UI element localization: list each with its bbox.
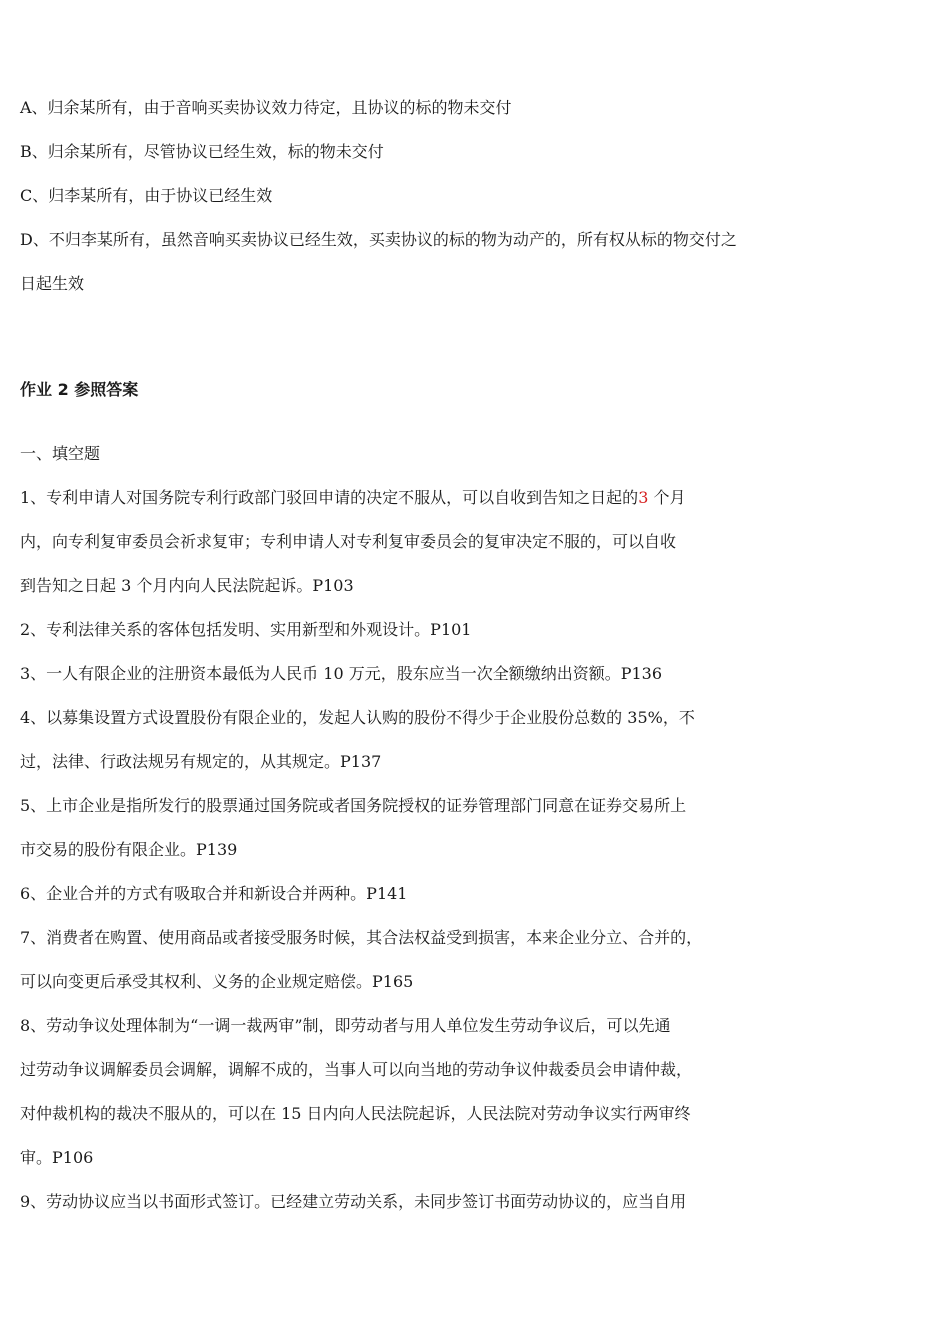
answer-1-line-1 — [20, 488, 685, 508]
option-a: A、归余某所有，由于音响买卖协议效力待定，且协议的标的物未交付 — [20, 98, 512, 117]
option-c: C、归李某所有，由于协议已经生效 — [20, 186, 273, 205]
answer-2: 2、专利法律关系的客体包括发明、实用新型和外观设计。P101 — [20, 620, 472, 639]
answer-4-line-2: 过，法律、行政法规另有规定的，从其规定。P137 — [20, 752, 382, 771]
option-b: B、归余某所有，尽管协议已经生效，标的物未交付 — [20, 142, 384, 161]
answer-8-line-2: 过劳动争议调解委员会调解，调解不成的，当事人可以向当地的劳动争议仲裁委员会申请仲裁， — [20, 1060, 693, 1079]
answer-9-line-1: 9、劳动协议应当以书面形式签订。已经建立劳动关系，未同步签订书面劳动协议的，应当自用 — [20, 1192, 687, 1211]
answer-1-text: 1、专利申请人对国务院专利行政部门驳回申请的决定不服从，可以自收到告知之日起的 — [20, 488, 639, 507]
answer-1-unit: 个月 — [648, 488, 686, 507]
answer-5-line-1: 5、上市企业是指所发行的股票通过国务院或者国务院授权的证券管理部门同意在证券交易所上 — [20, 796, 687, 815]
option-d-line-2: 日起生效 — [20, 274, 85, 293]
answer-6: 6、企业合并的方式有吸取合并和新设合并两种。P141 — [20, 884, 408, 903]
answer-3: 3、一人有限企业的注册资本最低为人民币 10 万元，股东应当一次全额缴纳出资额。P136 — [20, 664, 663, 683]
answer-8-line-1: 8、劳动争议处理体制为“一调一裁两审”制，即劳动者与用人单位发生劳动争议后，可以先通 — [20, 1016, 671, 1035]
answer-1-highlight: 3 — [638, 488, 649, 507]
answer-5-line-2: 市交易的股份有限企业。P139 — [20, 840, 238, 859]
answer-7-line-1: 7、消费者在购置、使用商品或者接受服务时候，其合法权益受到损害，本来企业分立、合并的， — [20, 928, 703, 947]
answer-7-line-2: 可以向变更后承受其权利、义务的企业规定赔偿。P165 — [20, 972, 414, 991]
answer-8-line-3: 对仲裁机构的裁决不服从的，可以在 15 日内向人民法院起诉，人民法院对劳动争议实行两审终 — [20, 1104, 691, 1123]
answer-4-line-1: 4、以募集设置方式设置股份有限企业的，发起人认购的股份不得少于企业股份总数的 35%，不 — [20, 708, 695, 727]
option-d-line-1: D、不归李某所有，虽然音响买卖协议已经生效，买卖协议的标的物为动产的，所有权从标的物交付之 — [20, 230, 737, 249]
answer-1-line-2: 内，向专利复审委员会祈求复审；专利申请人对专利复审委员会的复审决定不服的，可以自收 — [20, 532, 677, 551]
answer-1-line-3: 到告知之日起 3 个月内向人民法院起诉。P103 — [20, 576, 354, 595]
answer-8-line-4: 审。P106 — [20, 1148, 94, 1167]
section-title: 作业 2 参照答案 — [20, 380, 139, 399]
section-subtitle: 一、填空题 — [20, 444, 101, 463]
